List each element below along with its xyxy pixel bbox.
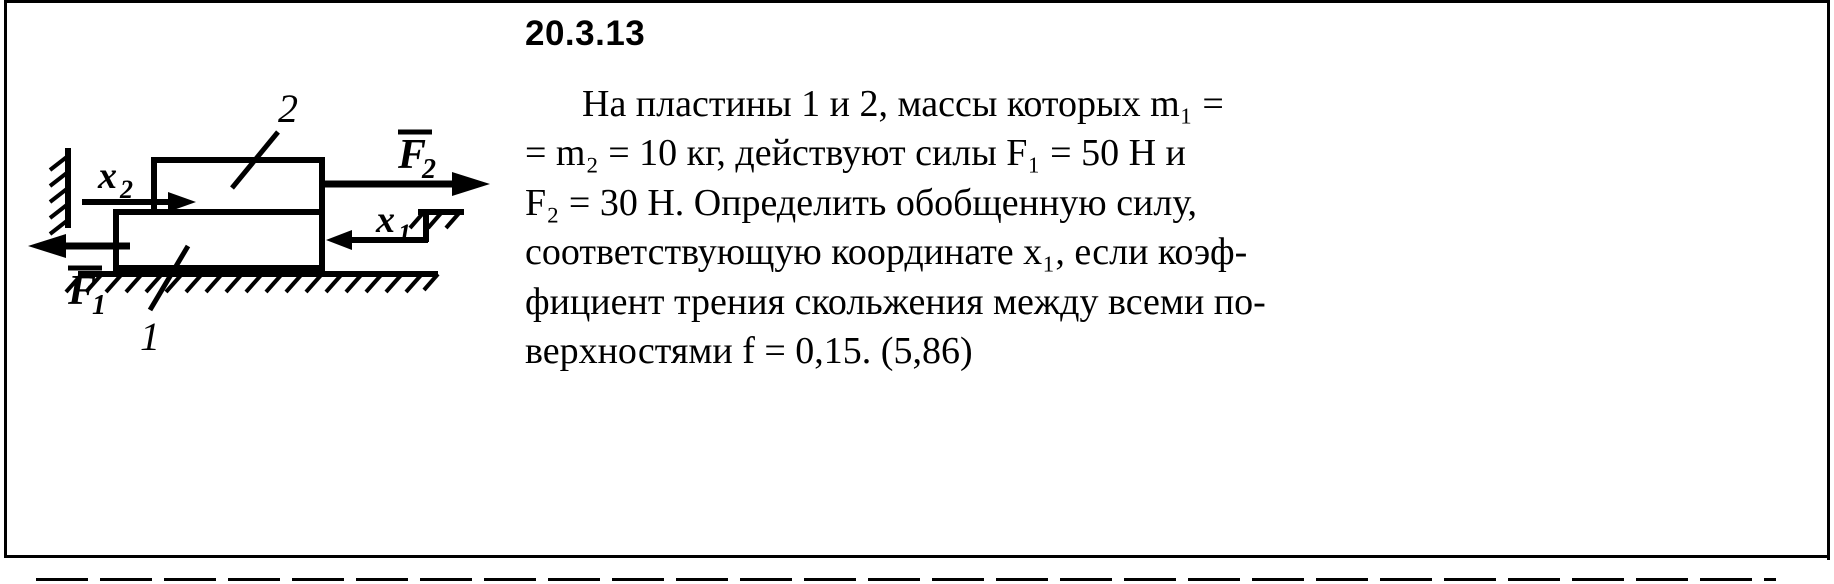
label-coord-x2 [97,155,133,204]
problem-line-5: фициент трения скольжения между всеми по- [525,280,1266,323]
figure-drawing [20,60,500,380]
problem-line-3: F₂ = 30 Н. Определить обобщенную силу, [525,181,1198,224]
problem-line-4: соответствующую координате x₁, если коэф- [525,231,1248,274]
problem-text-column [525,14,1665,376]
svg-text:x: x [376,199,395,241]
page-border-right [1827,0,1830,560]
svg-text:F: F [68,268,97,314]
page-border-dashed [36,578,1776,581]
label-coord-x1 [375,199,411,248]
problem-line-1: На пластины 1 и 2, массы которых m₁ = [525,83,1224,125]
label-force-f2 [397,132,436,185]
problem-number: 20.3.13 [525,14,646,53]
svg-text:x: x [98,155,117,197]
ground-hatching [66,274,438,292]
problem-statement [525,80,1665,376]
problem-line-6: верхностями f = 0,15. (5,86) [525,329,973,372]
plate-1-body [116,212,322,268]
physics-figure [20,60,500,380]
right-support-hatching [410,212,464,228]
svg-text:1: 1 [92,290,106,321]
page-border-top [4,0,1830,3]
svg-text:2: 2 [120,175,133,204]
wall-support [50,148,68,234]
page-border-bottom [4,555,1830,558]
svg-text:1: 1 [398,219,411,248]
label-plate-1: 1 [140,314,160,359]
svg-text:2: 2 [422,154,436,185]
svg-text:F: F [398,132,427,178]
problem-line-2: = m₂ = 10 кг, действуют силы F₁ = 50 Н и [525,132,1186,175]
page-border-left [4,0,7,556]
label-plate-2: 2 [278,86,298,131]
